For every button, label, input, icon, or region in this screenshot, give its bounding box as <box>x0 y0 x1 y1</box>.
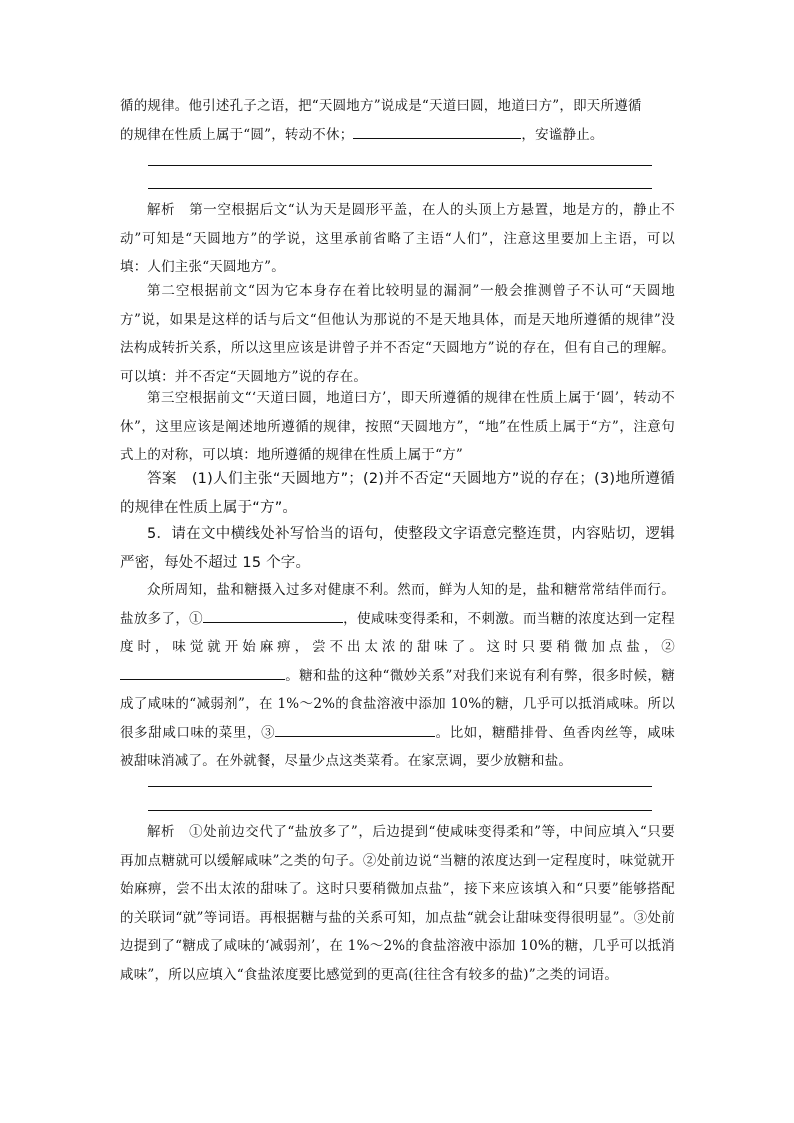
question-5-passage <box>120 576 675 776</box>
analysis-text: 第一空根据后文“认为天是圆形平盖，在人的头顶上方悬置，地是方的，静止不动”可知是“天圆地方”的学说，这里承前省略了主语“人们”，注意这里要加上主语，可以填：人们主张“天圆地方”。 <box>120 202 675 275</box>
answer-text: (1)人们主张“天圆地方”；(2)并不否定“天圆地方”说的存在；(3)地所遵循的规律在性质上属于“方”。 <box>120 471 676 516</box>
answer-line[interactable] <box>148 786 652 787</box>
answer-blank-2[interactable] <box>120 664 285 680</box>
question-5 <box>120 520 675 578</box>
analysis-label: 解析 <box>147 824 176 840</box>
analysis-text: ①处前边交代了“盐放多了”，后边提到“使咸味变得柔和”等，中间应填入“只要再加点糖就可以缓解咸味”之类的句子。②处前边说“当糖的浓度达到一定程度时，味觉就开始麻痹，尝不出太浓的甜味了。这时只要稍微加点盐”，接下来应该填入和“只要”能够搭配的关联词“就”等词语。再根据糖与盐的关系可知，加点盐“就会让甜味变得很明显”。③处前边提到了“糖成了咸味的‘减弱剂’，在 1%～2%的食盐溶液中添加 10%的糖，几乎可以抵消咸味”，所以应填入“食盐浓度要比感觉到的更高(往往含有较多的盐)”之类的词语。 <box>120 824 676 983</box>
analysis-paragraph-question-5 <box>120 818 675 989</box>
passage-line-2-end: ，安谧静止。 <box>521 126 604 143</box>
blank-marker-3: ③ <box>261 724 276 741</box>
analysis-text: 第二空根据前文“因为它本身存在着比较明显的漏洞”一般会推测曾子不认可“天圆地方”说，如果是这样的话与后文“但他认为那说的不是天地具体，而是天地所遵循的规律”没法构成转折关系，所以这里应该是讲曾子并不否定“天圆地方”说的存在，但有自己的理解。可以填：并不否定“天圆地方”说的存在。 <box>120 283 675 385</box>
passage-line-2-start: 的规律在性质上属于“圆”，转动不休； <box>120 126 354 143</box>
answer-paragraph <box>120 465 675 523</box>
answer-line[interactable] <box>148 165 652 166</box>
passage-text: 。比如，糖醋排骨、鱼香肉丝等，咸味被甜味消减了。在外就餐，尽量少点这类菜肴。在家烹调，要少放糖和盐。 <box>120 724 676 769</box>
analysis-paragraph-3 <box>120 384 675 470</box>
analysis-paragraph-1 <box>120 196 675 282</box>
passage-line-1: 循的规律。他引述孔子之语，把“天圆地方”说成是“天道曰圆，地道曰方”，即天所遵循 <box>120 98 642 114</box>
answer-line[interactable] <box>148 810 652 811</box>
answer-blank-3[interactable] <box>353 123 521 139</box>
blank-marker-1: ① <box>189 610 204 627</box>
blank-marker-2: ② <box>661 639 675 655</box>
answer-blank-1[interactable] <box>203 607 343 623</box>
answer-blank-3[interactable] <box>275 721 435 737</box>
answer-label: 答案 <box>147 471 177 487</box>
question-text: 5．请在文中横线处补写恰当的语句，使整段文字语意完整连贯，内容贴切，逻辑严密，每处不超过 15 个字。 <box>120 526 675 571</box>
answer-line[interactable] <box>148 188 652 189</box>
passage-text: ，使咸味变得柔和，不刺激。而当糖的浓度达到一定程度时，味觉就开始麻痹，尝不出太浓的甜味了。这时只要稍微加点盐， <box>120 610 676 655</box>
passage-text: 众所周知，盐和糖摄入过多对健康不利。然而，鲜为人知的是，盐和糖常常结伴而行。盐放多了， <box>120 582 675 627</box>
passage-continuation <box>120 92 675 149</box>
passage-text: 。糖和盐的这种“微妙关系”对我们来说有利有弊，很多时候，糖成了咸味的“减弱剂”，在 1%～2%的食盐溶液中添加 10%的糖，几乎可以抵消咸味。所以很多甜咸口味的菜里， <box>120 667 675 741</box>
analysis-paragraph-2 <box>120 277 675 391</box>
analysis-text: 第三空根据前文“‘天道曰圆，地道曰方’，即天所遵循的规律在性质上属于‘圆’，转动不休”，这里应该是阐述地所遵循的规律，按照“天圆地方”，“地”在性质上属于“方”，注意句式上的对称，可以填：地所遵循的规律在性质上属于“方” <box>120 390 675 463</box>
analysis-label: 解析 <box>147 202 176 218</box>
